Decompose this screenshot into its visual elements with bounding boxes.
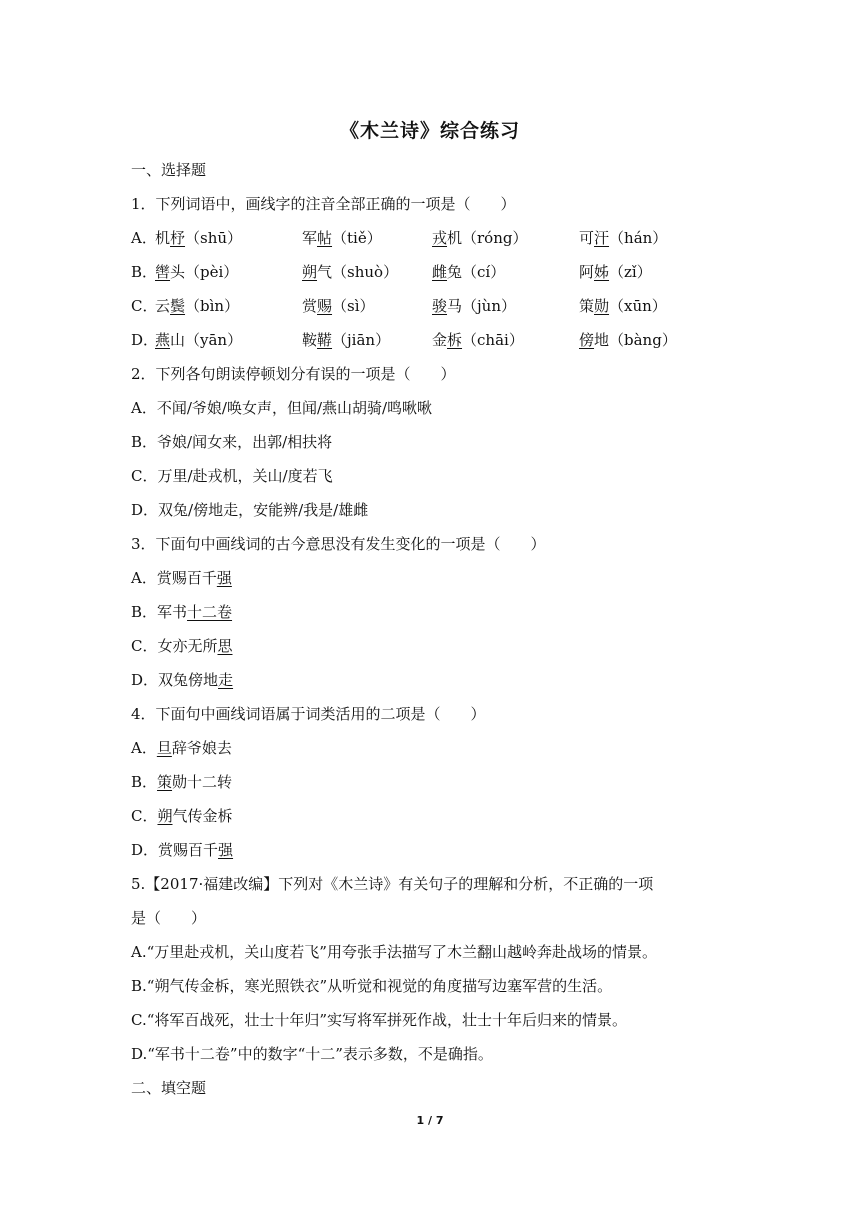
option-label: D． (131, 331, 159, 349)
question-2-option-d: D．双兔/傍地走，安能辨/我是/雄雌 (131, 501, 369, 519)
question-2-option-c: C．万里/赴戎机，关山/度若飞 (131, 467, 333, 485)
document-body (131, 153, 751, 1105)
question-1-option-c (131, 289, 751, 323)
question-5-stem-line-1: 5.【2017·福建改编】下列对《木兰诗》有关句子的理解和分析，不正确的一项 (131, 875, 654, 893)
option-word: 可汗（hán） (579, 229, 668, 247)
section-heading-fill-in: 二、填空题 (131, 1079, 207, 1097)
question-5-option-d: D.“军书十二卷”中的数字“十二”表示多数，不是确指。 (131, 1045, 493, 1063)
question-2-option-b: B．爷娘/闻女来，出郭/相扶将 (131, 433, 333, 451)
option-word: 傍地（bàng） (579, 331, 677, 349)
question-1-option-a (131, 221, 751, 255)
question-4-stem: 4．下面句中画线词语属于词类活用的二项是（ ） (131, 705, 486, 723)
question-4-option-c: C．朔气传金柝 (131, 807, 233, 825)
question-3-option-d: D．双兔傍地走 (131, 671, 234, 689)
option-word: 赏赐（sì） (302, 297, 375, 315)
question-4-option-b: B．策勋十二转 (131, 773, 233, 791)
question-3-option-b: B．军书十二卷 (131, 603, 233, 621)
option-word: 辔头（pèi） (155, 263, 239, 281)
option-word: 朔气（shuò） (302, 263, 399, 281)
question-1-option-d (131, 323, 751, 357)
question-3-stem: 3．下面句中画线词的古今意思没有发生变化的一项是（ ） (131, 535, 546, 553)
option-word: 机杼（shū） (155, 229, 243, 247)
option-label: B． (131, 263, 158, 281)
question-1-option-b (131, 255, 751, 289)
option-word: 燕山（yān） (155, 331, 243, 349)
option-word: 金柝（chāi） (432, 331, 524, 349)
option-word: 戎机（róng） (432, 229, 528, 247)
question-5-stem-line-2: 是（ ） (131, 909, 207, 927)
option-word: 雌兔（cí） (432, 263, 506, 281)
section-heading-choice: 一、选择题 (131, 161, 207, 179)
option-word: 军帖（tiě） (302, 229, 382, 247)
question-4-option-a: A．旦辞爷娘去 (131, 739, 232, 757)
option-label: A． (131, 229, 157, 247)
question-2-stem: 2．下列各句朗读停顿划分有误的一项是（ ） (131, 365, 456, 383)
question-3-option-c: C．女亦无所思 (131, 637, 233, 655)
question-5-option-c: C.“将军百战死，壮士十年归”实写将军拼死作战，壮士十年后归来的情景。 (131, 1011, 628, 1029)
option-word: 云鬓（bìn） (155, 297, 240, 315)
question-5-option-b: B.“朔气传金柝，寒光照铁衣”从听觉和视觉的角度描写边塞军营的生活。 (131, 977, 613, 995)
question-2-option-a: A．不闻/爷娘/唤女声，但闻/燕山胡骑/鸣啾啾 (131, 399, 433, 417)
option-word: 骏马（jùn） (432, 297, 516, 315)
question-4-option-d: D．赏赐百千强 (131, 841, 234, 859)
question-1-options (131, 221, 751, 357)
question-3-option-a: A．赏赐百千强 (131, 569, 232, 587)
option-word: 策勋（xūn） (579, 297, 667, 315)
option-word: 鞍鞯（jiān） (302, 331, 391, 349)
question-5-option-a: A.“万里赴戎机，关山度若飞”用夸张手法描写了木兰翻山越岭奔赴战场的情景。 (131, 943, 657, 961)
option-label: C． (131, 297, 158, 315)
page-number: 1 / 7 (416, 1114, 444, 1127)
question-1-stem: 1．下列词语中，画线字的注音全部正确的一项是（ ） (131, 195, 516, 213)
document-title: 《木兰诗》综合练习 (339, 120, 520, 142)
option-word: 阿姊（zǐ） (579, 263, 652, 281)
